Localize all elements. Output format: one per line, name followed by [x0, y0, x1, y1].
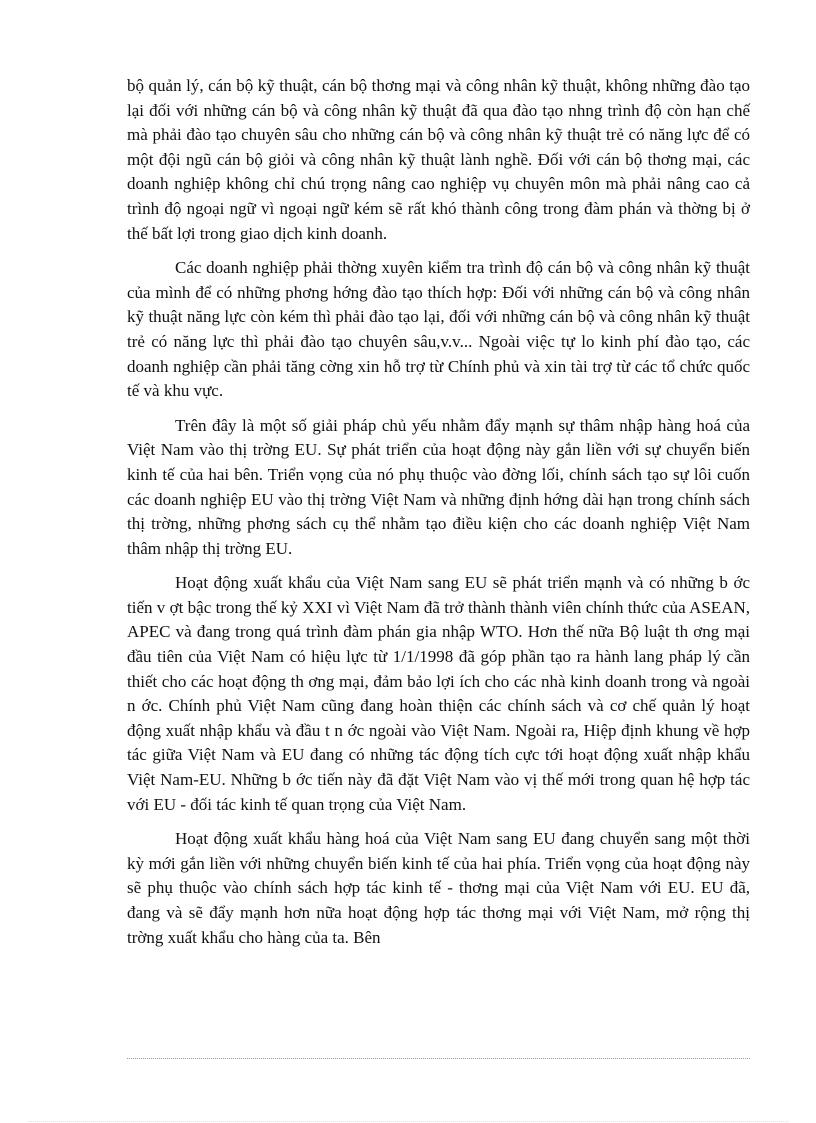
- paragraph-summary: Trên đây là một số giải pháp chủ yếu nhằm đẩy mạnh sự thâm nhập hàng hoá của Việt Nam vào thị trờng EU. Sự phát triển của hoạt động này gắn liền với sự chuyển biến kinh tế của hai bên. Triển vọng của nó phụ thuộc vào đờng lối, chính sách tạo sự lôi cuốn các doanh nghiệp EU vào thị trờng Việt Nam và những định hớng dài hạn trong chính sách thị trờng, những phơng sách cụ thể nhằm tạo điều kiện cho các doanh nghiệp Việt Nam thâm nhập thị trờng EU.: [127, 415, 750, 558]
- paragraph-training: Các doanh nghiệp phải thờng xuyên kiểm tra trình độ cán bộ và công nhân kỹ thuật của mình để có những phơng hớng đào tạo thích hợp: Đối với những cán bộ và công nhân kỹ thuật năng lực còn kém thì phải đào tạo lại, đối với những cán bộ và công nhân kỹ thuật trẻ có năng lực thì phải đào tạo chuyên sâu,v.v... Ngoài việc tự lo kinh phí đào tạo, các doanh nghiệp cần phải tăng cờng xin hỗ trợ từ Chính phủ và xin tài trợ từ các tổ chức quốc tế và khu vực.: [127, 258, 750, 401]
- paragraph-export-growth: Hoạt động xuất khẩu của Việt Nam sang EU sẽ phát triển mạnh và có những b ớc tiến v ợt bậc trong thế kỷ XXI vì Việt Nam đã trở thành thành viên chính thức của ASEAN, APEC và đang trong quá trình đàm phán gia nhập WTO. Hơn thế nữa Bộ luật th ơng mại đầu tiên của Việt Nam có hiệu lực từ 1/1/1998 đã góp phần tạo ra hành lang pháp lý cần thiết cho các hoạt động th ơng mại, đảm bảo lợi ích cho các nhà kinh doanh trong và ngoài n ớc. Chính phủ Việt Nam cũng đang hoàn thiện các chính sách và cơ chế quản lý hoạt động xuất nhập khẩu và đầu t n ớc ngoài vào Việt Nam. Ngoài ra, Hiệp định khung về hợp tác giữa Việt Nam và EU đang có những tác động tích cực tới hoạt động xuất nhập khẩu Việt Nam-EU. Những b ớc tiến này đã đặt Việt Nam vào vị thế mới trong quan hệ hợp tác với EU - đối tác kinh tế quan trọng của Việt Nam.: [127, 573, 750, 814]
- paragraph-export-outlook: Hoạt động xuất khẩu hàng hoá của Việt Nam sang EU đang chuyển sang một thời kỳ mới gắn liền với những chuyển biến kinh tế của hai phía. Triển vọng của hoạt động này sẽ phụ thuộc vào chính sách hợp tác kinh tế - thơng mại của Việt Nam với EU. EU đã, đang và sẽ đẩy mạnh hơn nữa hoạt động hợp tác thơng mại với Việt Nam, mở rộng thị trờng xuất khẩu cho hàng của ta. Bên: [127, 829, 750, 947]
- page-edge-divider: [28, 1121, 788, 1122]
- document-page: [127, 74, 750, 960]
- page-bottom-divider: [127, 1058, 750, 1059]
- paragraph-continued: bộ quản lý, cán bộ kỹ thuật, cán bộ thơng mại và công nhân kỹ thuật, không những đào tạo lại đối với những cán bộ và công nhân kỹ thuật đã qua đào tạo nhng trình độ còn hạn chế mà phải đào tạo chuyên sâu cho những cán bộ và công nhân kỹ thuật trẻ có năng lực để có một đội ngũ cán bộ giỏi và công nhân kỹ thuật lành nghề. Đối với cán bộ thơng mại, các doanh nghiệp không chỉ chú trọng nâng cao nghiệp vụ chuyên môn mà phải nâng cao cả trình độ ngoại ngữ vì ngoại ngữ kém sẽ rất khó thành công trong đàm phán và thờng bị ở thế bất lợi trong giao dịch kinh doanh.: [127, 76, 750, 243]
